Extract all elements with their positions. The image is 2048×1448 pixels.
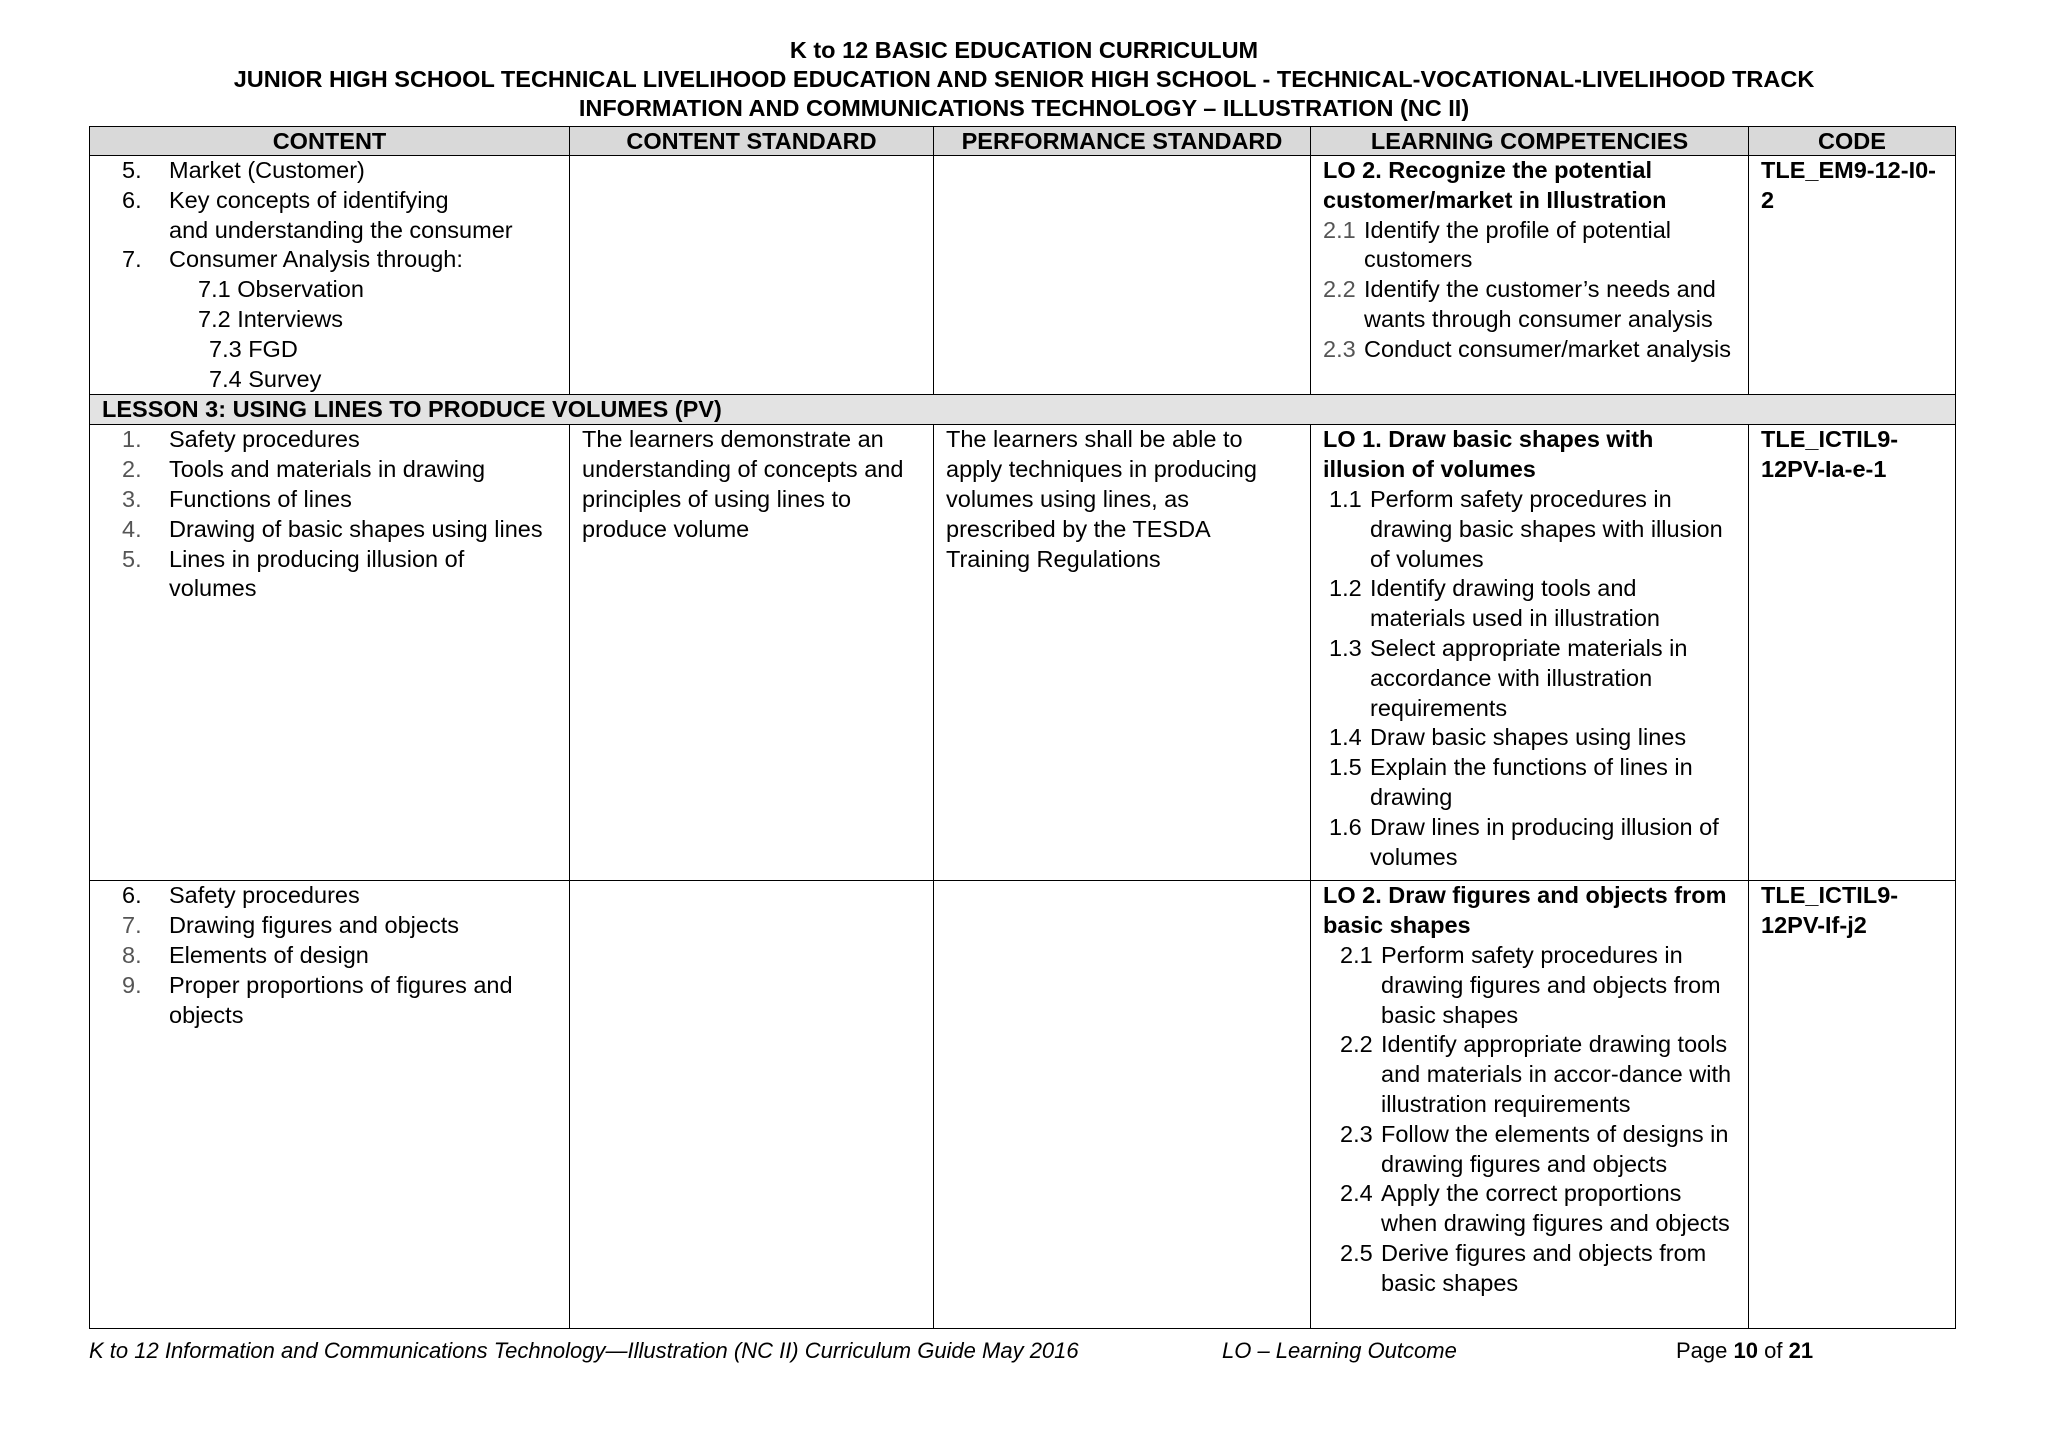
list-item: 5. Market (Customer): [122, 157, 365, 183]
list-item: and understanding the consumer: [169, 216, 513, 243]
list-item: 7. Consumer Analysis through:: [122, 246, 463, 273]
curriculum-table: [89, 126, 1956, 1329]
competency-item: 2.3 Follow the elements of designs in drawing figures and objects: [1340, 1120, 1729, 1177]
list-item: 4. Drawing of basic shapes using lines: [122, 515, 543, 542]
content-standard-cell: [570, 881, 934, 1329]
document-header: [0, 36, 2048, 123]
content-list: [102, 881, 557, 1030]
list-item: 6. Key concepts of identifying: [122, 186, 449, 213]
competency-item: 1.1 Perform safety procedures in drawing basic shapes with illusion of volumes: [1329, 485, 1723, 572]
column-header-learning-competencies: LEARNING COMPETENCIES: [1311, 127, 1749, 156]
column-header-content: CONTENT: [90, 127, 570, 156]
performance-standard-cell: The learners shall be able to apply techniques in producing volumes using lines, as prescribed by the TESDA Training Regulations: [934, 425, 1311, 881]
learning-outcome-title: LO 1. Draw basic shapes with illusion of volumes: [1323, 426, 1654, 483]
list-item: 5. Lines in producing illusion of volumes: [122, 545, 465, 602]
lesson-row: [90, 395, 1956, 425]
content-list: [102, 425, 557, 604]
learning-outcome-title: LO 2. Draw figures and objects from basic shapes: [1323, 882, 1727, 939]
subject-title: INFORMATION AND COMMUNICATIONS TECHNOLOGY – ILLUSTRATION (NC II): [578, 95, 1470, 121]
curriculum-guide-label: K to 12 Information and Communications Technology—Illustration (NC II) Curriculum Guide May 2016: [89, 1338, 1079, 1363]
competency-item: 2.5 Derive figures and objects from basic shapes: [1340, 1239, 1707, 1296]
competency-item: 2.2 Identify appropriate drawing tools and materials in accor-dance with illustration requirements: [1340, 1031, 1732, 1117]
list-item: 1. Safety procedures: [122, 426, 360, 453]
competency-item: 1.5 Explain the functions of lines in drawing: [1329, 754, 1693, 810]
competency-item: 1.4 Draw basic shapes using lines: [1329, 724, 1687, 751]
sub-item: 7.2 Interviews: [198, 305, 343, 332]
competencies-cell: [1311, 881, 1749, 1329]
content-list: [102, 156, 557, 275]
code-cell: TLE_ICTIL9-12PV-Ia-e-1: [1749, 425, 1956, 881]
competencies-cell: [1311, 156, 1749, 395]
code-cell: TLE_ICTIL9-12PV-If-j2: [1749, 881, 1956, 1329]
list-item: 6. Safety procedures: [122, 882, 360, 909]
lo-legend: LO – Learning Outcome: [1222, 1338, 1457, 1363]
column-header-content-standard: CONTENT STANDARD: [570, 127, 934, 156]
list-item: 3. Functions of lines: [122, 485, 352, 512]
list-item: 8. Elements of design: [122, 941, 369, 968]
content-standard-cell: [570, 156, 934, 395]
school-track-title: JUNIOR HIGH SCHOOL TECHNICAL LIVELIHOOD EDUCATION AND SENIOR HIGH SCHOOL - TECHNICAL-VOCATIONAL-LIVELIHOOD TRACK: [233, 66, 1815, 92]
list-item: 7. Drawing figures and objects: [122, 912, 459, 939]
page-footer: [89, 1336, 1955, 1366]
competency-item: 2.1 Identify the profile of potential customers: [1323, 216, 1672, 273]
table-row: [90, 156, 1956, 395]
performance-standard-cell: [934, 881, 1311, 1329]
code-cell: TLE_EM9-12-I0-2: [1749, 156, 1956, 395]
column-header-code: CODE: [1749, 127, 1956, 156]
curriculum-title: K to 12 BASIC EDUCATION CURRICULUM: [789, 37, 1259, 63]
page-number: Page 10 of 21: [1676, 1338, 1814, 1363]
competency-item: 2.3 Conduct consumer/market analysis: [1323, 335, 1732, 362]
content-cell: [90, 425, 570, 881]
learning-outcome-title: LO 2. Recognize the potential customer/market in Illustration: [1323, 157, 1667, 213]
competency-item: 2.4 Apply the correct proportions when drawing figures and objects: [1340, 1180, 1730, 1237]
content-cell: [90, 881, 570, 1329]
competency-item: 2.2 Identify the customer’s needs and wants through consumer analysis: [1323, 276, 1716, 332]
list-item: 9. Proper proportions of figures and objects: [122, 971, 513, 1028]
table-row: [90, 881, 1956, 1329]
competencies-cell: [1311, 425, 1749, 881]
competency-item: 2.1 Perform safety procedures in drawing figures and objects from basic shapes: [1340, 941, 1721, 1028]
sub-item: 7.4 Survey: [209, 365, 322, 392]
table-header-row: [90, 127, 1956, 156]
lesson-title: LESSON 3: USING LINES TO PRODUCE VOLUMES (PV): [90, 395, 1956, 425]
list-item: 2. Tools and materials in drawing: [122, 456, 486, 483]
content-cell: [90, 156, 570, 395]
performance-standard-cell: [934, 156, 1311, 395]
column-header-performance-standard: PERFORMANCE STANDARD: [934, 127, 1311, 156]
table-row: [90, 425, 1956, 881]
competency-item: 1.3 Select appropriate materials in accordance with illustration requirements: [1329, 634, 1688, 721]
sub-item: 7.3 FGD: [209, 335, 298, 362]
sub-item: 7.1 Observation: [198, 276, 364, 303]
competency-item: 1.6 Draw lines in producing illusion of volumes: [1329, 813, 1719, 870]
competency-item: 1.2 Identify drawing tools and materials used in illustration: [1329, 575, 1660, 632]
content-standard-cell: The learners demonstrate an understanding of concepts and principles of using lines to produce volume: [570, 425, 934, 881]
